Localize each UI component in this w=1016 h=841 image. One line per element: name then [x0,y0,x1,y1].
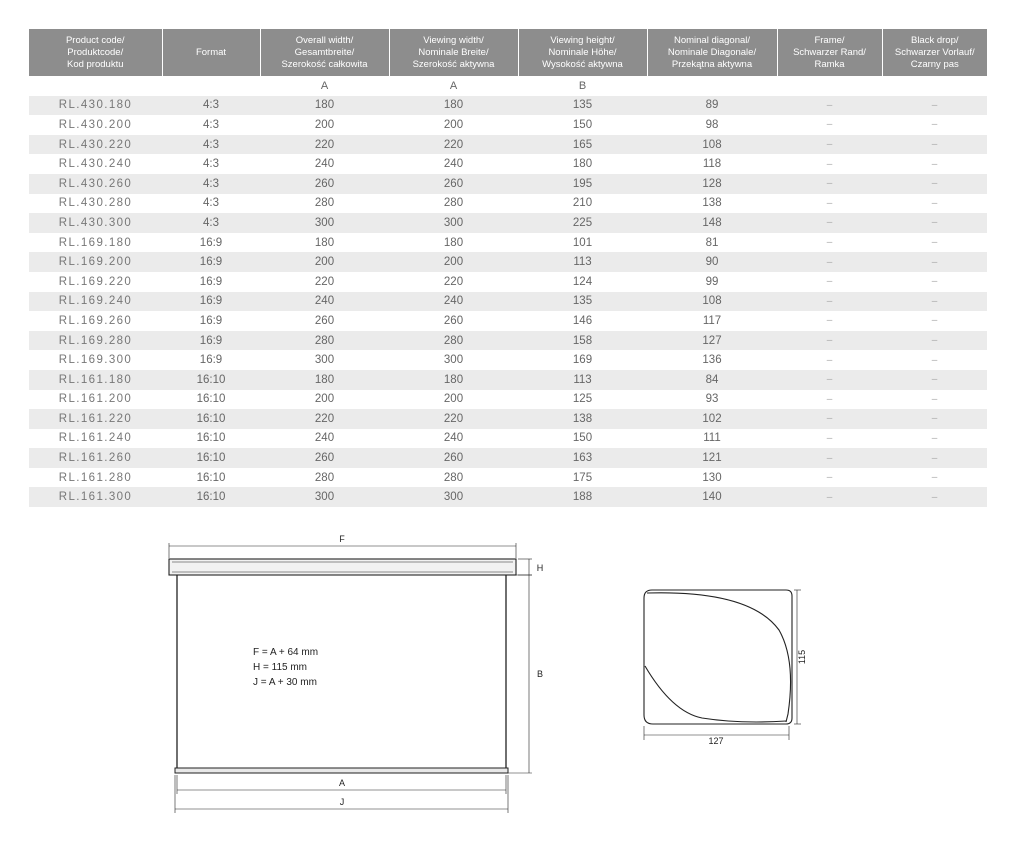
table-cell: 280 [260,331,389,351]
product-code-cell: RL.430.240 [58,158,133,171]
table-cell: 180 [389,370,518,390]
product-code-cell: RL.169.240 [29,292,162,312]
table-cell: – [931,237,938,249]
table-cell: – [882,252,987,272]
table-cell: 16:9 [199,314,223,327]
table-cell: – [826,197,833,209]
formula-j: J = A + 30 mm [253,677,317,688]
product-code-cell: RL.161.200 [58,393,133,406]
product-code-cell: RL.169.260 [58,314,133,327]
table-cell: – [882,370,987,390]
table-cell: 138 [702,197,722,210]
table-cell: 260 [314,314,335,327]
table-cell: 16:9 [199,354,223,367]
table-cell: – [777,292,882,312]
table-cell: 90 [647,252,777,272]
table-cell: 220 [260,409,389,429]
table-cell: 4:3 [162,135,260,155]
table-cell: – [931,315,938,327]
product-code-cell: RL.430.220 [29,135,162,155]
table-cell: 220 [260,135,389,155]
table-cell: – [882,448,987,468]
table-cell: 300 [260,213,389,233]
table-cell: 16:9 [162,331,260,351]
table-cell: 195 [518,174,647,194]
table-cell: 16:10 [196,393,226,406]
formula-h: H = 115 mm [253,662,307,673]
table-cell: – [931,393,938,405]
table-cell: 300 [389,213,518,233]
table-cell: 113 [518,370,647,390]
product-code-cell: RL.169.300 [58,354,133,367]
table-cell: 188 [518,487,647,507]
header-frame: Frame/ Schwarzer Rand/ Ramka [777,29,882,76]
table-cell: – [777,487,882,507]
table-cell: 135 [518,96,647,116]
table-cell: 280 [314,197,335,210]
table-cell: 4:3 [162,213,260,233]
table-cell: 4:3 [203,197,219,210]
table-cell: 240 [314,158,335,171]
table-cell: 240 [314,432,335,445]
table-cell: 180 [572,158,593,171]
product-code-cell: RL.169.220 [58,275,133,288]
product-code-cell: RL.169.180 [58,236,133,249]
table-cell: – [931,432,938,444]
table-cell: 108 [647,292,777,312]
table-cell: 4:3 [203,158,219,171]
table-cell: – [882,213,987,233]
table-cell: – [826,119,833,131]
table-cell: 158 [518,331,647,351]
table-cell: 99 [705,275,719,288]
table-cell: 125 [572,393,593,406]
table-cell: 124 [572,275,593,288]
table-cell: 118 [702,158,722,171]
dimension-label-j: J [339,797,345,807]
table-cell: 200 [260,252,389,272]
table-cell: 127 [647,331,777,351]
table-cell: – [777,213,882,233]
header-overall-width: Overall width/ Gesamtbreite/ Szerokość całkowita [260,29,389,76]
table-cell: 4:3 [162,96,260,116]
product-code-cell: RL.161.220 [29,409,162,429]
header-viewing-height: Viewing height/ Nominale Höhe/ Wysokość aktywna [518,29,647,76]
dimension-letter: A [449,79,458,92]
table-cell: 210 [572,197,593,210]
table-cell: 300 [260,487,389,507]
table-cell: – [931,276,938,288]
table-cell: 220 [389,135,518,155]
product-code-cell: RL.430.300 [29,213,162,233]
table-cell: 300 [443,354,464,367]
table-cell: 260 [260,448,389,468]
table-cell: 16:9 [162,292,260,312]
table-cell: 225 [518,213,647,233]
table-cell: 175 [572,471,593,484]
table-cell: 148 [647,213,777,233]
product-code-cell: RL.169.200 [29,252,162,272]
profile-height-label: 115 [797,649,807,665]
table-cell: 280 [314,471,335,484]
table-cell: 150 [572,432,593,445]
table-cell: 240 [443,158,464,171]
table-cell: – [931,354,938,366]
formula-f: F = A + 64 mm [253,647,319,658]
profile-width-label: 127 [708,736,724,746]
table-cell: 16:10 [196,471,226,484]
table-cell: 140 [647,487,777,507]
header-nominal-diagonal: Nominal diagonal/ Nominale Diagonale/ Przekątna aktywna [647,29,777,76]
table-cell: 117 [702,314,722,327]
front-view-drawing [169,543,532,813]
table-cell: 4:3 [203,118,219,131]
table-cell: – [882,487,987,507]
product-code-cell: RL.430.200 [58,118,133,131]
table-cell: 165 [518,135,647,155]
table-cell: 200 [314,118,335,131]
table-cell: 220 [314,275,335,288]
table-cell: 93 [705,393,719,406]
product-code-cell: RL.430.280 [58,197,133,210]
table-cell: – [826,276,833,288]
table-cell: 163 [518,448,647,468]
table-cell: 220 [443,275,464,288]
table-cell: – [777,135,882,155]
dimension-letter: B [578,79,587,92]
table-cell: – [931,197,938,209]
table-cell: 128 [647,174,777,194]
table-cell: 84 [647,370,777,390]
table-cell: – [826,158,833,170]
table-cell: 280 [443,197,464,210]
product-code-cell: RL.161.240 [58,432,133,445]
table-cell: – [777,370,882,390]
table-cell: 240 [260,292,389,312]
table-cell: 169 [572,354,593,367]
table-cell: 101 [572,236,593,249]
table-cell: – [931,472,938,484]
table-cell: – [777,174,882,194]
product-code-cell: RL.430.260 [29,174,162,194]
table-cell: 136 [702,354,722,367]
table-cell: 81 [705,236,719,249]
table-cell: 89 [647,96,777,116]
table-cell: 111 [703,432,721,445]
table-cell: – [777,96,882,116]
table-cell: 130 [702,471,722,484]
table-cell: – [931,119,938,131]
dimension-label-a: A [338,778,346,788]
table-cell: – [777,409,882,429]
table-cell: 200 [389,252,518,272]
table-cell: 16:10 [162,448,260,468]
header-product-code: Product code/ Produktcode/ Kod produktu [29,29,162,76]
table-cell: – [882,135,987,155]
table-cell: – [882,96,987,116]
table-cell: 180 [314,236,335,249]
table-cell: 180 [443,236,464,249]
profile-drawing [644,590,801,740]
table-cell: 16:9 [162,252,260,272]
table-cell: 16:10 [196,432,226,445]
table-cell: 260 [260,174,389,194]
table-cell: 4:3 [162,174,260,194]
table-cell: 280 [389,331,518,351]
table-cell: 260 [389,448,518,468]
table-cell: 16:9 [199,275,223,288]
table-cell: – [777,252,882,272]
table-cell: 200 [443,118,464,131]
dimension-label-f: F [339,534,345,544]
table-cell: 200 [314,393,335,406]
table-cell: 135 [518,292,647,312]
table-cell: – [882,331,987,351]
dimension-label-h: H [536,563,544,573]
table-cell: – [777,448,882,468]
table-cell: – [882,174,987,194]
product-code-cell: RL.169.280 [29,331,162,351]
table-cell: – [777,331,882,351]
dimension-label-b: B [536,669,544,679]
table-cell: 16:10 [162,370,260,390]
table-cell: 180 [260,96,389,116]
product-code-cell: RL.161.280 [58,471,133,484]
table-cell: 150 [572,118,593,131]
table-cell: 260 [389,174,518,194]
table-cell: – [826,432,833,444]
table-cell: 108 [647,135,777,155]
table-cell: 16:10 [162,487,260,507]
table-cell: 16:9 [199,236,223,249]
table-cell: 102 [647,409,777,429]
product-code-cell: RL.161.300 [29,487,162,507]
table-cell: – [826,393,833,405]
header-black-drop: Black drop/ Schwarzer Vorlauf/ Czarny pas [882,29,987,76]
table-cell: 16:10 [162,409,260,429]
table-cell: 121 [647,448,777,468]
dimension-letter: A [320,79,329,92]
table-cell: 98 [705,118,719,131]
product-code-cell: RL.430.180 [29,96,162,116]
table-cell: 240 [443,432,464,445]
table-cell: 300 [314,354,335,367]
table-cell: – [931,158,938,170]
table-cell: 146 [572,314,593,327]
table-cell: 300 [389,487,518,507]
table-cell: 113 [518,252,647,272]
product-code-cell: RL.161.180 [29,370,162,390]
table-cell: – [882,292,987,312]
table-cell: – [826,237,833,249]
table-cell: 200 [443,393,464,406]
header-viewing-width: Viewing width/ Nominale Breite/ Szerokość aktywna [389,29,518,76]
table-cell: 180 [260,370,389,390]
table-cell: – [826,472,833,484]
table-cell: 138 [518,409,647,429]
table-cell: 280 [443,471,464,484]
table-cell: 260 [443,314,464,327]
table-cell: – [826,315,833,327]
table-cell: – [882,409,987,429]
header-format: Format [162,29,260,76]
table-cell: – [826,354,833,366]
table-cell: 180 [389,96,518,116]
table-cell: 220 [389,409,518,429]
table-cell: 240 [389,292,518,312]
product-code-cell: RL.161.260 [29,448,162,468]
